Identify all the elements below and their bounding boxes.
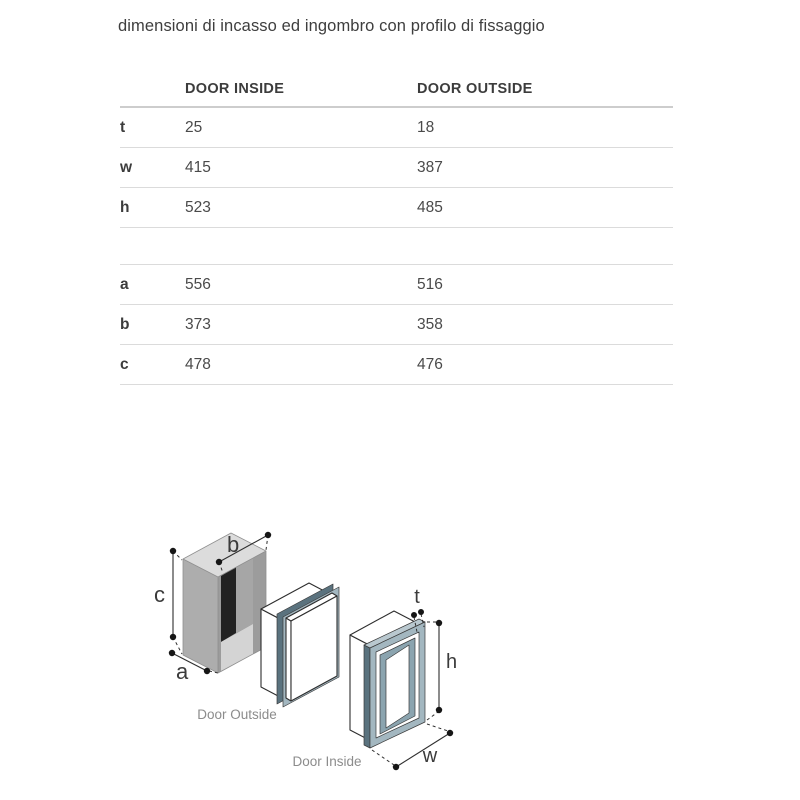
dimension-h	[427, 620, 457, 720]
door-inside-caption: Door Inside	[292, 754, 362, 769]
header-door-inside: DOOR INSIDE	[185, 81, 285, 97]
value-door-outside: 387	[417, 158, 443, 176]
value-door-outside: 485	[417, 198, 443, 216]
door-inside-unit	[350, 611, 425, 748]
cabinet-opening	[221, 567, 236, 642]
value-door-inside: 556	[185, 275, 211, 293]
table-header-row	[120, 72, 673, 108]
table-row-spacer	[120, 228, 673, 265]
header-door-outside: DOOR OUTSIDE	[417, 81, 533, 97]
value-door-outside: 18	[417, 118, 435, 136]
row-label: w	[120, 158, 133, 176]
dimension-a-label: a	[176, 659, 189, 684]
table-row-h	[120, 188, 673, 228]
value-door-inside: 415	[185, 158, 211, 176]
dimension-c	[154, 548, 182, 654]
table-row-a	[120, 265, 673, 305]
cabinet-left-face	[183, 559, 218, 673]
row-label: h	[120, 198, 130, 216]
value-door-outside: 516	[417, 275, 443, 293]
door-inside-door-front	[386, 645, 409, 728]
value-door-inside: 373	[185, 315, 211, 333]
door-outside-door-left-edge	[286, 618, 291, 701]
row-label: a	[120, 275, 129, 293]
dimension-w-label: w	[422, 745, 438, 767]
dimension-c-label: c	[154, 582, 165, 607]
door-outside-unit	[261, 583, 339, 707]
value-door-inside: 523	[185, 198, 211, 216]
cabinet-inner-wall	[236, 558, 253, 633]
dimensions-diagram	[130, 505, 470, 795]
value-door-outside: 476	[417, 355, 443, 373]
dimension-t-label: t	[414, 586, 420, 608]
dimension-b-label: b	[227, 532, 240, 557]
page-title: dimensioni di incasso ed ingombro con profilo di fissaggio	[118, 17, 545, 35]
table-row-c	[120, 345, 673, 385]
dimensions-table	[120, 72, 673, 385]
door-outside-caption: Door Outside	[197, 707, 277, 722]
table-row-t	[120, 108, 673, 148]
value-door-inside: 478	[185, 355, 211, 373]
dimension-h-label: h	[446, 651, 458, 673]
value-door-outside: 358	[417, 315, 443, 333]
cabinet-recess	[183, 533, 266, 673]
table-row-w	[120, 148, 673, 188]
table-row-b	[120, 305, 673, 345]
row-label: t	[120, 118, 126, 136]
value-door-inside: 25	[185, 118, 203, 136]
row-label: c	[120, 355, 129, 373]
row-label: b	[120, 315, 130, 333]
door-inside-frame-left-edge	[364, 645, 370, 748]
